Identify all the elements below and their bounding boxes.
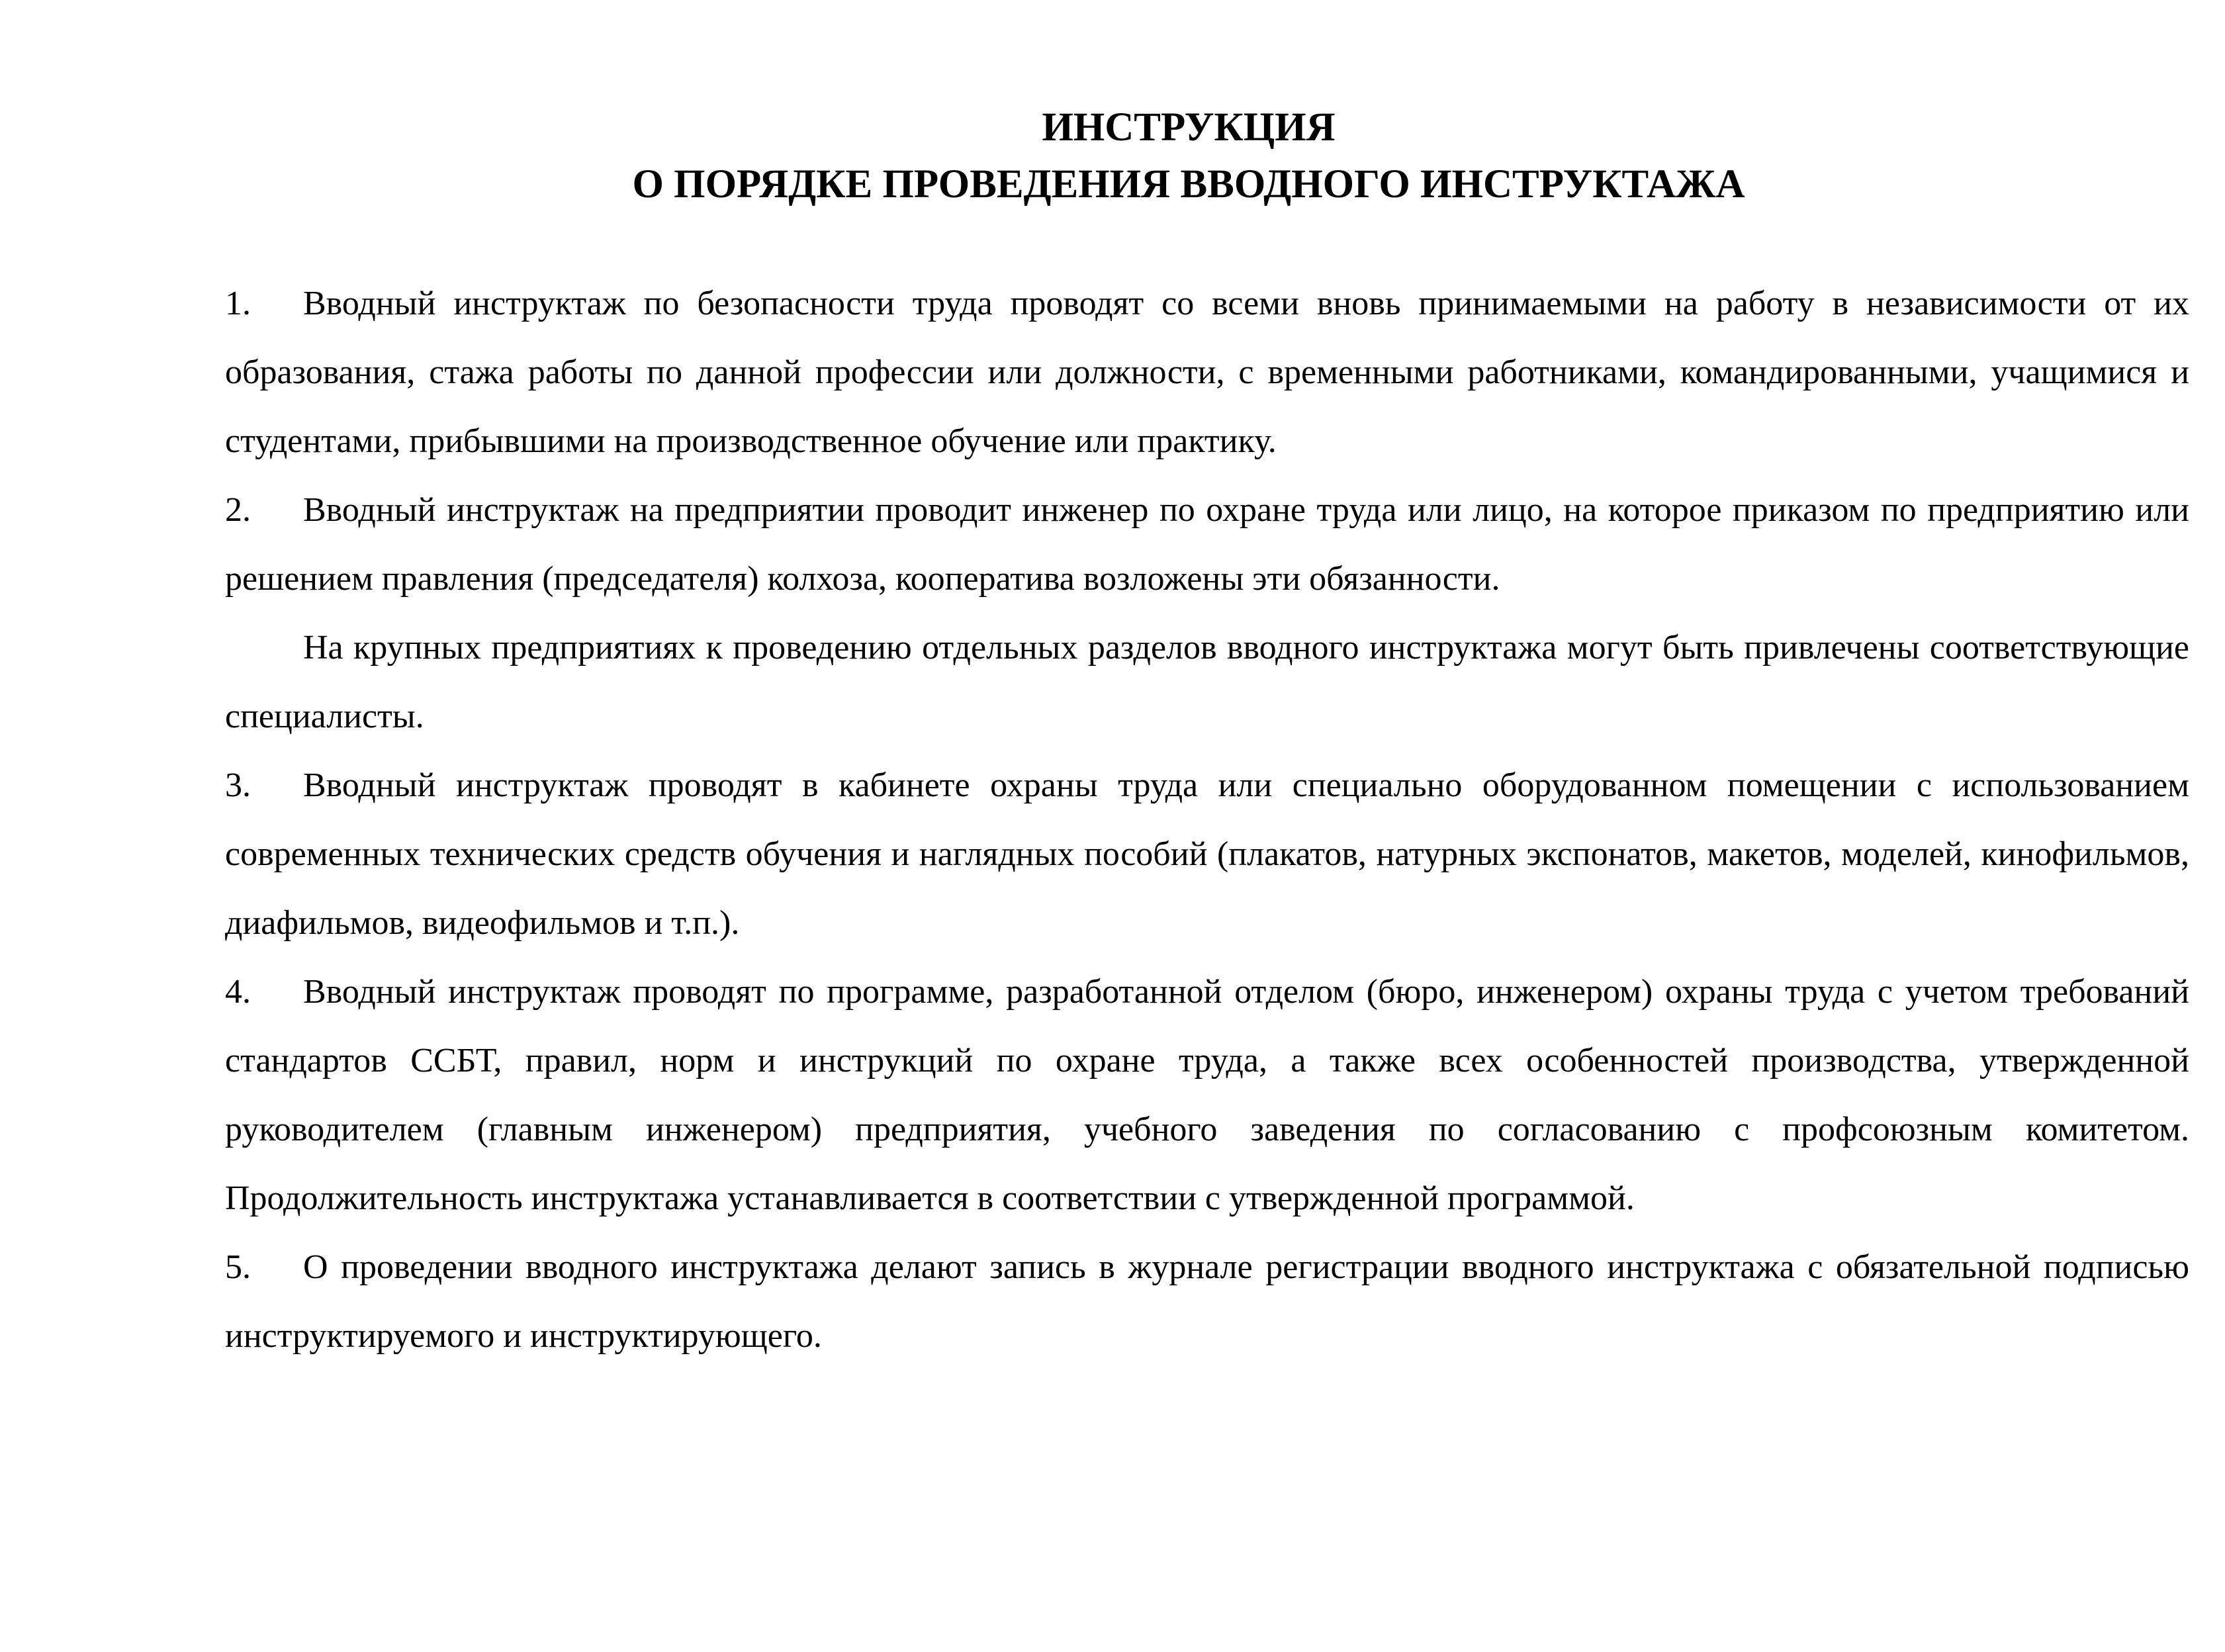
document-title — [0, 99, 2225, 213]
instruction-item-2 — [225, 476, 2189, 614]
item-number: 5. — [225, 1248, 251, 1286]
title-line-2: О ПОРЯДКЕ ПРОВЕДЕНИЯ ВВОДНОГО ИНСТРУКТАЖА — [632, 162, 1745, 206]
item-text: Вводный инструктаж на предприятии проводит инженер по охране труда или лицо, на которое приказом по предприятию или решением правления (председателя) колхоза, кооператива возложены эти обязанности. — [225, 491, 2189, 598]
title-line-1: ИНСТРУКЦИЯ — [1042, 105, 1336, 150]
item-text: Вводный инструктаж проводят по программе, разработанной отделом (бюро, инженером) охраны труда с учетом требований стандартов ССБТ, правил, норм и инструкций по охране труда, а также всех особенностей производства, утвержденной руководителем (главным инженером) предприятия, учебного заведения по согласованию с профсоюзным комитетом. Продолжительность инструктажа устанавливается в соответствии с утвержденной программой. — [225, 973, 2189, 1217]
item-text: Вводный инструктаж по безопасности труда проводят со всеми вновь принимаемыми на работу в независимости от их образования, стажа работы по данной профессии или должности, с временными работниками, командированными, учащимися и студентами, прибывшими на производственное обучение или практику. — [225, 285, 2189, 460]
instruction-body — [225, 269, 2189, 1371]
item-number: 2. — [225, 491, 251, 529]
item-text: Вводный инструктаж проводят в кабинете охраны труда или специально оборудованном помещении с использованием современных технических средств обучения и наглядных пособий (плакатов, натурных экспонатов, макетов, моделей, кинофильмов, диафильмов, видеофильмов и т.п.). — [225, 766, 2189, 942]
item-text: О проведении вводного инструктажа делают запись в журнале регистрации вводного инструктажа с обязательной подписью инструктируемого и инструктирующего. — [225, 1248, 2189, 1355]
item-number: 4. — [225, 973, 251, 1011]
instruction-item-3 — [225, 751, 2189, 958]
item-number: 3. — [225, 766, 251, 804]
item-number: 1. — [225, 285, 251, 322]
instruction-item-4 — [225, 958, 2189, 1233]
instruction-item-2-continuation — [225, 614, 2189, 751]
instruction-item-5 — [225, 1233, 2189, 1371]
instruction-item-1 — [225, 269, 2189, 476]
item-text: На крупных предприятиях к проведению отдельных разделов вводного инструктажа могут быть привлечены соответствующие специалисты. — [225, 629, 2189, 735]
